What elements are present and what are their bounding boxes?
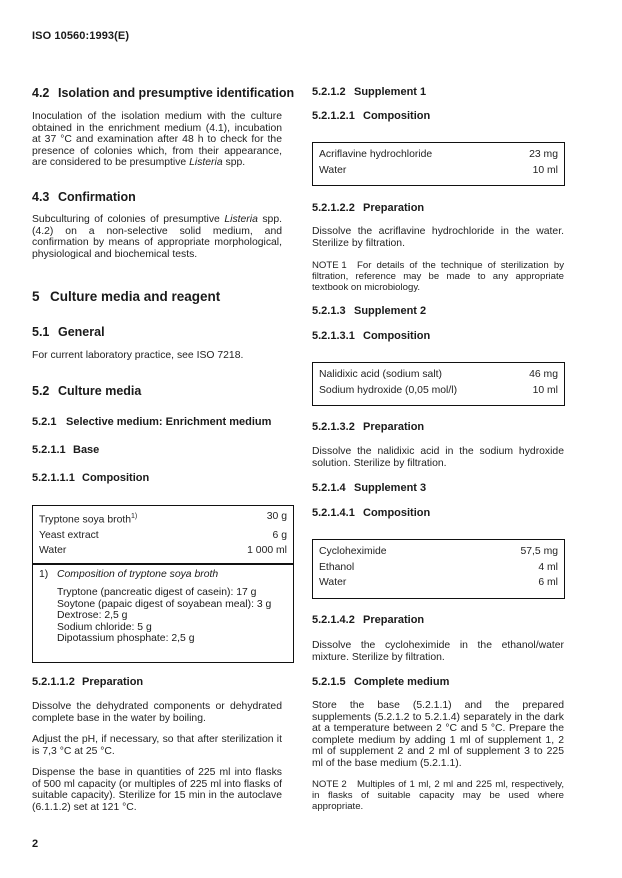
document-id-header: ISO 10560:1993(E): [32, 30, 130, 42]
section-4-2-heading: [32, 86, 294, 100]
supplement-2-preparation-text: Dissolve the nalidixic acid in the sodium hydroxide solution. Sterilize by filtration.: [312, 446, 564, 469]
section-5-2-1-4-1-heading: 5.2.1.4.1 Composition: [312, 507, 431, 519]
section-5-2-1-3-heading: 5.2.1.3 Supplement 2: [312, 305, 427, 317]
section-5-2-1-2-2-heading: 5.2.1.2.2 Preparation: [312, 202, 425, 214]
preparation-paragraph: Dissolve the dehydrated components or dehydrated complete base in the water by boiling.: [32, 701, 282, 724]
table-row: Acriflavine hydrochloride 23 mg: [319, 149, 558, 160]
table-row: Nalidixic acid (sodium salt) 46 mg: [319, 369, 558, 380]
section-4-2-text: Inoculation of the isolation medium with the culture obtained in the enrichment medium (4.1), incubation at 37 °C and examination after 48 h to check for the presence of colonies which, from their appearance, are considered to be presumptive Listeria spp.: [32, 111, 282, 169]
supplement-3-preparation-text: Dissolve the cycloheximide in the ethanol/water mixture. Sterilize by filtration.: [312, 640, 564, 663]
section-5-2-1-4-2-heading: 5.2.1.4.2 Preparation: [312, 614, 425, 626]
footnote-list: Tryptone (pancreatic digest of casein): 17 g Soytone (papaic digest of soyabean meal): 3 g Dextrose: 2,5 g Sodium chloride: 5 g Dipotassium phosphate: 2,5 g: [57, 587, 272, 645]
table-row: Tryptone soya broth$^{1)}$ 30 g: [39, 511, 287, 526]
section-4-3-heading: 4.3 Confirmation: [32, 190, 136, 204]
note-1: NOTE 1 For details of the technique of sterilization by filtration, reference may be made to any appropriate textbook on microbiology.: [312, 260, 564, 293]
section-5-2-1-1-heading: 5.2.1.1 Base: [32, 444, 100, 456]
table-row: Water 6 ml: [319, 577, 558, 588]
table-row: Yeast extract 6 g: [39, 529, 287, 541]
footnote-title: Composition of tryptone soya broth: [57, 569, 219, 580]
section-5-2-1-1-2-heading: 5.2.1.1.2 Preparation: [32, 676, 144, 688]
page-number: 2: [32, 838, 39, 850]
section-5-2-1-2-1-heading: 5.2.1.2.1 Composition: [312, 110, 431, 122]
section-5-2-1-3-2-heading: 5.2.1.3.2 Preparation: [312, 421, 425, 433]
section-4-3-text: Subculturing of colonies of presumptive Listeria spp. (4.2) on a non-selective solid medium, and confirmation by means of appropriate morphological, physiological and biochemical tests.: [32, 214, 283, 260]
section-5-2-1-2-heading: 5.2.1.2 Supplement 1: [312, 86, 427, 98]
table-row: Water 1 000 ml: [39, 545, 287, 557]
table-row: Water 10 ml: [319, 164, 558, 176]
section-5-1-text: For current laboratory practice, see ISO 7218.: [32, 350, 244, 361]
table-row: Sodium hydroxide (0,05 mol/l) 10 ml: [319, 384, 558, 396]
section-5-heading: 5 Culture media and reagent: [32, 289, 221, 304]
section-title: Isolation and presumptive identification: [58, 86, 295, 100]
section-5-2-1-4-heading: 5.2.1.4 Supplement 3: [312, 482, 427, 494]
supplement-1-preparation-text: Dissolve the acriflavine hydrochloride in the water. Sterilize by filtration.: [312, 226, 564, 249]
section-number: 4.2: [32, 86, 50, 100]
section-5-2-heading: 5.2 Culture media: [32, 384, 142, 398]
preparation-paragraph: Dispense the base in quantities of 225 ml into flasks of 500 ml capacity (or multiples of 225 ml into flasks of suitable capacity). Sterilize for 15 min in the autoclave (6.1.1.2) set at 121 °C.: [32, 767, 282, 813]
section-5-2-1-3-1-heading: 5.2.1.3.1 Composition: [312, 330, 431, 342]
supplement-2-table: [312, 362, 565, 406]
base-composition-table: [32, 505, 294, 565]
complete-medium-text: Store the base (5.2.1.1) and the prepared supplements (5.2.1.2 to 5.2.1.4) separately in the dark at a temperature between 2 °C and 5 °C. Prepare the complete medium by adding 1 ml of supplement 1, 2 ml of supplement 2 and 2 ml of supplement 3 to 225 ml of the base medium (5.2.1.1).: [312, 700, 564, 769]
note-2: NOTE 2 Multiples of 1 ml, 2 ml and 225 ml, respectively, in flasks of suitable capacity may be used where appropriate.: [312, 779, 564, 812]
section-5-2-1-1-1-heading: 5.2.1.1.1 Composition: [32, 472, 150, 484]
supplement-3-table: [312, 539, 565, 599]
base-table-footnote: 1) Composition of tryptone soya broth Tryptone (pancreatic digest of casein): 17 g Soytone (papaic digest of soyabean meal): 3 g Dextrose: 2,5 g Sodium chloride: 5 g Dipotassium phosphate: 2,5 g: [32, 563, 294, 663]
table-row: Ethanol 4 ml: [319, 561, 558, 573]
supplement-1-table: [312, 142, 565, 186]
preparation-paragraph: Adjust the pH, if necessary, so that after sterilization it is 7,3 °C at 25 °C.: [32, 734, 282, 757]
section-5-1-heading: 5.1 General: [32, 325, 105, 339]
section-5-2-1-heading: 5.2.1 Selective medium: Enrichment medium: [32, 416, 272, 428]
table-row: Cycloheximide 57,5 mg: [319, 546, 558, 557]
section-5-2-1-5-heading: 5.2.1.5 Complete medium: [312, 676, 450, 688]
